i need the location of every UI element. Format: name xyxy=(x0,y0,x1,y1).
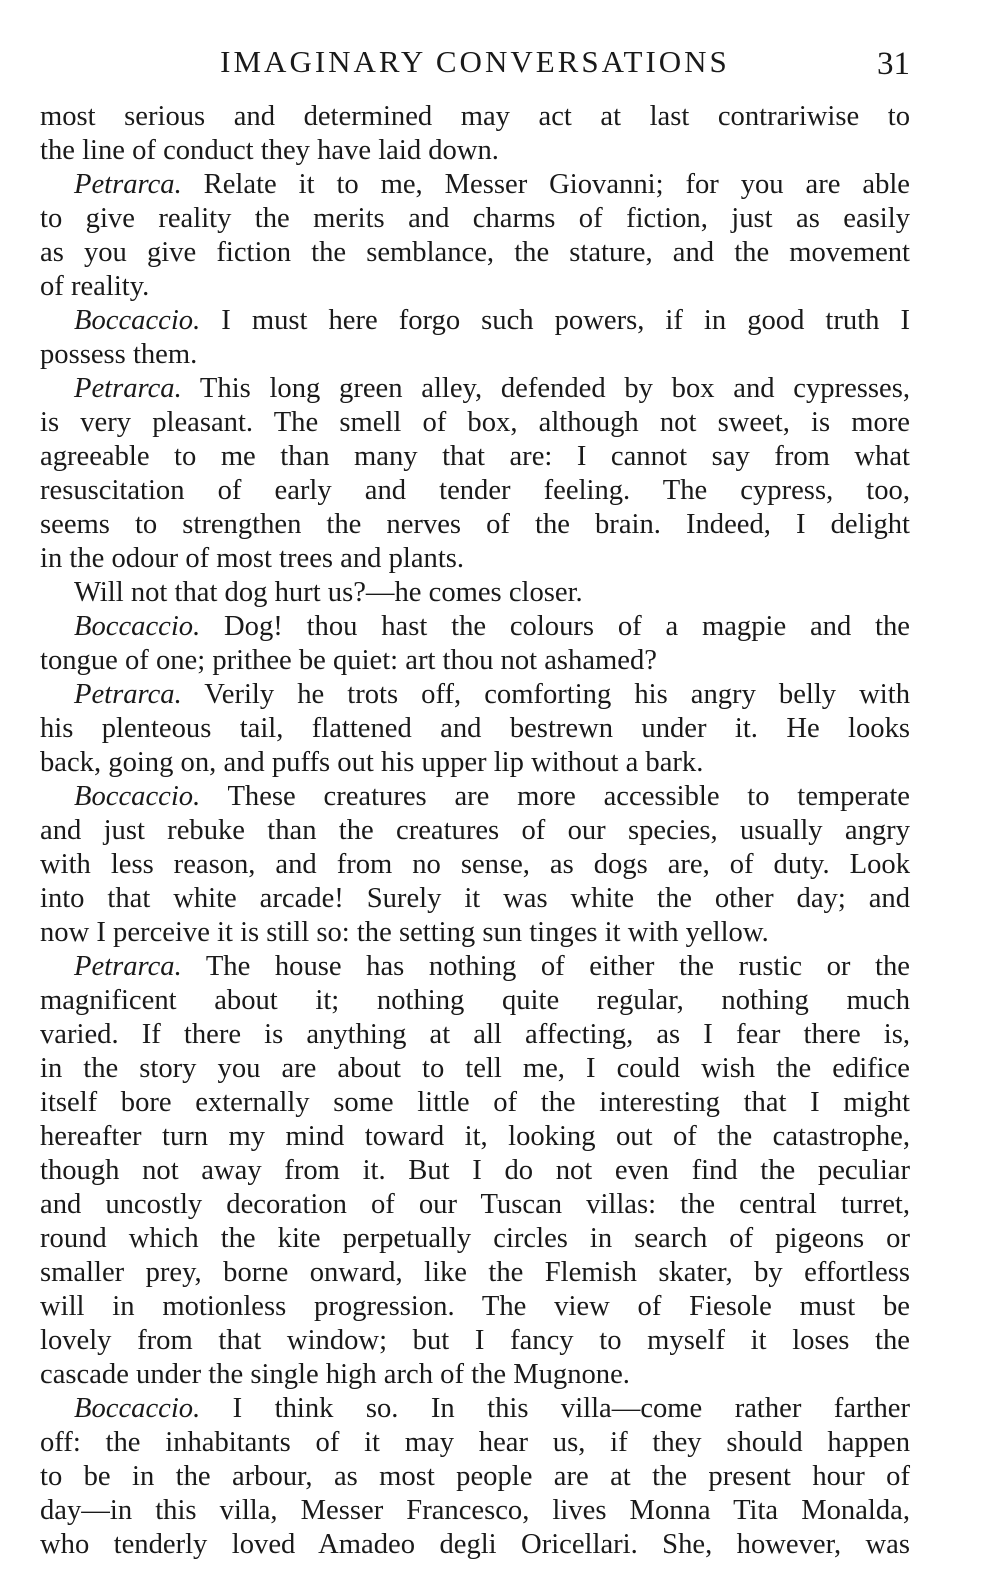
line-text: with less reason, and from no sense, as dogs are, of duty. Look xyxy=(40,849,910,880)
line-text: into that white arcade! Surely it was white the other day; and xyxy=(40,883,910,914)
page-header xyxy=(40,40,910,84)
text-line xyxy=(40,338,910,372)
text-line xyxy=(40,1086,910,1120)
text-line xyxy=(40,440,910,474)
text-line xyxy=(40,610,910,644)
line-text: The house has nothing of either the rustic or the xyxy=(181,951,910,982)
line-text: Dog! thou hast the colours of a magpie and the xyxy=(200,611,910,642)
line-text: though not away from it. But I do not even find the peculiar xyxy=(40,1155,910,1186)
speaker-name: Boccaccio. xyxy=(74,611,201,642)
line-text: This long green alley, defended by box and cypresses, xyxy=(181,373,910,404)
page-number: 31 xyxy=(877,46,910,82)
text-line xyxy=(40,1256,910,1290)
speaker-name: Petrarca. xyxy=(74,951,182,982)
text-line xyxy=(40,1018,910,1052)
line-text: itself bore externally some little of the interesting that I might xyxy=(40,1087,910,1118)
line-text: to be in the arbour, as most people are at the present hour of xyxy=(40,1461,910,1492)
line-text: off: the inhabitants of it may hear us, if they should happen xyxy=(40,1427,910,1458)
text-line xyxy=(40,202,910,236)
text-line xyxy=(40,1494,910,1528)
text-line xyxy=(40,950,910,984)
text-line xyxy=(40,780,910,814)
line-text: will in motionless progression. The view of Fiesole must be xyxy=(40,1291,910,1322)
text-line xyxy=(40,1120,910,1154)
text-line xyxy=(40,236,910,270)
text-line xyxy=(40,1052,910,1086)
speaker-name: Petrarca. xyxy=(74,373,182,404)
text-line xyxy=(40,508,910,542)
line-text: I think so. In this villa—come rather farther xyxy=(200,1393,910,1424)
text-line xyxy=(40,1188,910,1222)
speaker-name: Boccaccio. xyxy=(74,305,201,336)
speaker-name: Petrarca. xyxy=(74,169,182,200)
line-text: Verily he trots off, comforting his angry belly with xyxy=(181,679,910,710)
line-text: lovely from that window; but I fancy to myself it loses the xyxy=(40,1325,910,1356)
speaker-name: Petrarca. xyxy=(74,679,182,710)
text-line xyxy=(40,848,910,882)
line-text: cascade under the single high arch of the Mugnone. xyxy=(40,1359,630,1390)
text-line xyxy=(40,1392,910,1426)
line-text: is very pleasant. The smell of box, although not sweet, is more xyxy=(40,407,910,438)
text-line xyxy=(40,134,910,168)
line-text: to give reality the merits and charms of fiction, just as easily xyxy=(40,203,910,234)
line-text: Will not that dog hurt us?—he comes closer. xyxy=(74,577,583,608)
line-text: of reality. xyxy=(40,271,150,302)
text-line xyxy=(40,882,910,916)
text-line xyxy=(40,270,910,304)
dialogue-text xyxy=(40,100,910,1562)
text-line xyxy=(40,1426,910,1460)
line-text: the line of conduct they have laid down. xyxy=(40,135,499,166)
text-line xyxy=(40,916,910,950)
line-text: his plenteous tail, flattened and bestrewn under it. He looks xyxy=(40,713,910,744)
text-line xyxy=(40,678,910,712)
line-text: I must here forgo such powers, if in good truth I xyxy=(200,305,910,336)
text-line xyxy=(40,1460,910,1494)
line-text: resuscitation of early and tender feeling. The cypress, too, xyxy=(40,475,910,506)
line-text: agreeable to me than many that are: I cannot say from what xyxy=(40,441,910,472)
line-text: in the odour of most trees and plants. xyxy=(40,543,465,574)
line-text: back, going on, and puffs out his upper lip without a bark. xyxy=(40,747,704,778)
text-line xyxy=(40,542,910,576)
text-line xyxy=(40,474,910,508)
speaker-name: Boccaccio. xyxy=(74,1393,201,1424)
text-line xyxy=(40,746,910,780)
text-line xyxy=(40,1358,910,1392)
line-text: in the story you are about to tell me, I could wish the edifice xyxy=(40,1053,910,1084)
line-text: now I perceive it is still so: the setting sun tinges it with yellow. xyxy=(40,917,769,948)
running-title: IMAGINARY CONVERSATIONS xyxy=(220,44,730,79)
line-text: hereafter turn my mind toward it, looking out of the catastrophe, xyxy=(40,1121,910,1152)
line-text: These creatures are more accessible to temperate xyxy=(200,781,910,812)
text-line xyxy=(40,984,910,1018)
text-line xyxy=(40,712,910,746)
text-line xyxy=(40,372,910,406)
line-text: seems to strengthen the nerves of the brain. Indeed, I delight xyxy=(40,509,910,540)
text-line xyxy=(40,406,910,440)
text-line xyxy=(40,644,910,678)
line-text: smaller prey, borne onward, like the Flemish skater, by effortless xyxy=(40,1257,910,1288)
speaker-name: Boccaccio. xyxy=(74,781,201,812)
line-text: magnificent about it; nothing quite regular, nothing much xyxy=(40,985,910,1016)
text-line xyxy=(40,576,910,610)
line-text: and just rebuke than the creatures of our species, usually angry xyxy=(40,815,910,846)
text-line xyxy=(40,1324,910,1358)
line-text: most serious and determined may act at last contrariwise to xyxy=(40,101,910,132)
text-line xyxy=(40,1528,910,1562)
text-line xyxy=(40,1290,910,1324)
line-text: Relate it to me, Messer Giovanni; for you are able xyxy=(181,169,910,200)
line-text: day—in this villa, Messer Francesco, lives Monna Tita Monalda, xyxy=(40,1495,910,1526)
line-text: round which the kite perpetually circles in search of pigeons or xyxy=(40,1223,910,1254)
line-text: who tenderly loved Amadeo degli Oricellari. She, however, was xyxy=(40,1529,910,1560)
text-line xyxy=(40,100,910,134)
line-text: and uncostly decoration of our Tuscan villas: the central turret, xyxy=(40,1189,910,1220)
text-line xyxy=(40,304,910,338)
text-line xyxy=(40,1222,910,1256)
text-line xyxy=(40,168,910,202)
line-text: tongue of one; prithee be quiet: art thou not ashamed? xyxy=(40,645,657,676)
line-text: possess them. xyxy=(40,339,198,370)
text-line xyxy=(40,814,910,848)
line-text: as you give fiction the semblance, the stature, and the movement xyxy=(40,237,910,268)
line-text: varied. If there is anything at all affecting, as I fear there is, xyxy=(40,1019,910,1050)
text-line xyxy=(40,1154,910,1188)
